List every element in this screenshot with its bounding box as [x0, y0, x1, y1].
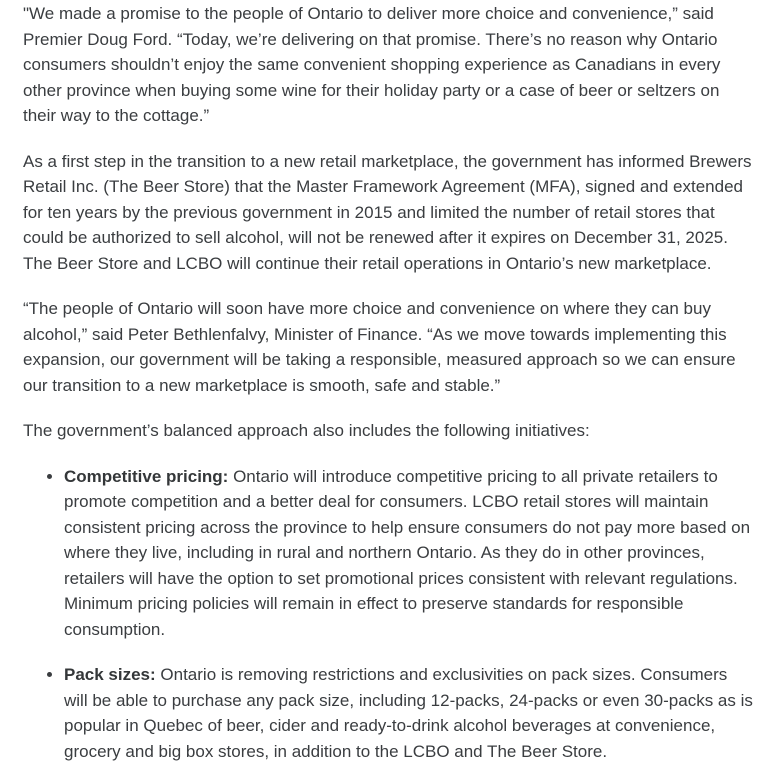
- paragraph-bethlenfalvy-quote: “The people of Ontario will soon have more choice and convenience on where they can buy alcohol,” said Peter Bethlenfalvy, Minister of Finance. “As we move towards implementing this expansion, our government will be taking a responsible, measured approach so we can ensure our transition to a new marketplace is smooth, safe and stable.”: [23, 296, 753, 398]
- list-item-pack-sizes: [64, 662, 753, 764]
- list-item-text: Ontario is removing restrictions and exclusivities on pack sizes. Consumers will be able to purchase any pack size, including 12-packs, 24-packs or even 30-packs as is popular in Quebec of beer, cider and ready-to-drink alcohol beverages at convenience, grocery and big box stores, in addition to the LCBO and The Beer Store.: [64, 665, 753, 761]
- list-item-label: Pack sizes:: [64, 665, 156, 684]
- paragraph-ford-quote: "We made a promise to the people of Ontario to deliver more choice and convenience,” said Premier Doug Ford. “Today, we’re delivering on that promise. There’s no reason why Ontario consumers shouldn’t enjoy the same convenient shopping experience as Canadians in every other province when buying some wine for their holiday party or a case of beer or seltzers on their way to the cottage.”: [23, 1, 753, 129]
- list-item-competitive-pricing: [64, 464, 753, 643]
- list-item-text: Ontario will introduce competitive pricing to all private retailers to promote competition and a better deal for consumers. LCBO retail stores will maintain consistent pricing across the province to help ensure consumers do not pay more based on where they live, including in rural and northern Ontario. As they do in other provinces, retailers will have the option to set promotional prices consistent with relevant regulations. Minimum pricing policies will remain in effect to preserve standards for responsible consumption.: [64, 467, 750, 639]
- paragraph-initiatives-intro: The government’s balanced approach also includes the following initiatives:: [23, 418, 753, 444]
- paragraph-beer-store-mfa: As a first step in the transition to a new retail marketplace, the government has informed Brewers Retail Inc. (The Beer Store) that the Master Framework Agreement (MFA), signed and extended for ten years by the previous government in 2015 and limited the number of retail stores that could be authorized to sell alcohol, will not be renewed after it expires on December 31, 2025. The Beer Store and LCBO will continue their retail operations in Ontario’s new marketplace.: [23, 149, 753, 277]
- initiatives-list: [23, 464, 753, 764]
- list-item-label: Competitive pricing:: [64, 467, 228, 486]
